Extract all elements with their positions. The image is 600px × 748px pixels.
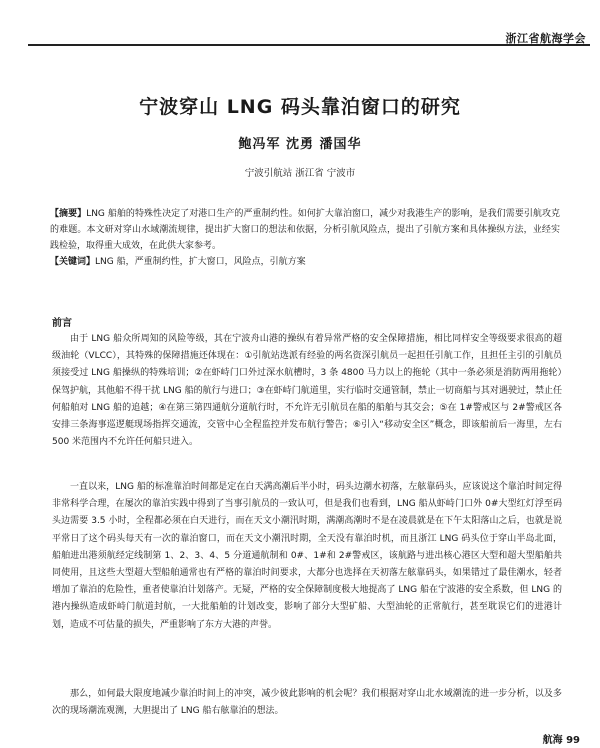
journal-header	[0, 0, 600, 46]
article-affiliation: 宁波引航站 浙江省 宁波市	[244, 168, 356, 179]
page-footer: 航海 99	[542, 735, 580, 746]
article-title: 宁波穿山 LNG 码头靠泊窗口的研究	[139, 96, 461, 118]
header-rule	[28, 44, 590, 46]
body-paragraph: 一直以来，LNG 船的标准靠泊时间都是定在白天满高潮后半小时，码头边潮水初落，左舷靠码头，应该说这个靠泊时间定得非常科学合理，在屡次的靠泊实践中得到了当事引航员的一致认可，但是我们也看到，LNG 船从虾峙门口外 0#大型红灯浮至码头边需要 3.5 小时，全程都必须在白天进行，而在天文小潮汛时期，满潮高潮时不是在凌晨就是在下午太阳落山之后，也就是说平常日了这个码头每天有一次的靠泊窗口，而在天文小潮汛时期，全天没有靠泊时机，而且浙江 LNG 码头位于穿山半岛北面，船舶进出港须航经定线制第 1、2、3、4、5 分道通航制和 0#、1#和 2#警戒区，该航路与进出核心港区大型和超大型船舶共同使用，且这些大型超大型船舶通常也有严格的靠泊时间要求，大都分也选择在天初落左舷靠码头，如果错过了最佳潮水，轻者增加了靠泊的危险性，重者使靠泊计划落产。无疑，严格的安全保障制度极大地提高了 LNG 船在宁波港的安全系数，但 LNG 的港内操纵造成虾峙门航道封航，一大批船舶的计划改变，影响了部分大型矿船、大型油轮的正常航行，甚至耽误它们的进港计划，造成不可估量的损失，严重影响了东方大港的声誉。	[52, 482, 562, 630]
abstract-line	[50, 206, 560, 254]
abstract-text: LNG 船舶的特殊性决定了对港口生产的严重制约性。如何扩大靠泊窗口，减少对我港生产的影响，是我们需要引航攻克的难题。本文研对穿山水域潮流规律，提出扩大窗口的想法和依据，分析引航风险点，提出了引航方案和具体操纵方法，业经实践检验，取得重大成效，在此供大家参考。	[50, 209, 560, 251]
section-title: 前言	[52, 318, 72, 329]
body-paragraph: 那么，如何最大限度地减少靠泊时间上的冲突，减少彼此影响的机会呢？我们根据对穿山北水域潮流的进一步分析，以及多次的现场潮流观测，大胆提出了 LNG 船右舷靠泊的想法。	[52, 689, 562, 717]
abstract-label: 【摘要】	[50, 209, 87, 219]
keywords-line	[50, 254, 560, 270]
article-authors: 鲍冯军 沈勇 潘国华	[238, 137, 362, 152]
journal-name: 浙江省航海学会	[505, 32, 586, 45]
abstract-block	[50, 206, 560, 270]
keywords-text: LNG 船，严重制约性，扩大窗口，风险点，引航方案	[95, 257, 306, 267]
body-paragraph: 由于 LNG 船众所周知的风险等级，其在宁波舟山港的操纵有着异常严格的安全保障措施，相比同样安全等级要求很高的超级油轮（VLCC），其特殊的保障措施还体现在：①引航站选派有经验的两名资深引航员一起担任引航工作，且担任主引的引航员须接受过 LNG 船操纵的特殊培训；②在虾峙门口外过深水航槽时，3 条 4800 马力以上的拖轮（其中一条必须是消防两用拖轮）保驾护航，其他船不得干扰 LNG 船的航行与进口；③在虾峙门航道里，实行临时交通管制，禁止一切商船与其对遇驶过，禁止任何船舶对 LNG 船的追越；④在第三第四通航分道航行时，不允许无引航员在船的船舶与其交会；⑤在 1#警戒区与 2#警戒区各安排三条海事巡逻艇现场指挥交通流，交管中心全程监控并发布航行警告；⑥引入“移动安全区”概念，即该船前后一海里，左右 500 米范围内不允许任何船只进入。	[52, 334, 562, 448]
keywords-label: 【关键词】	[50, 257, 96, 267]
